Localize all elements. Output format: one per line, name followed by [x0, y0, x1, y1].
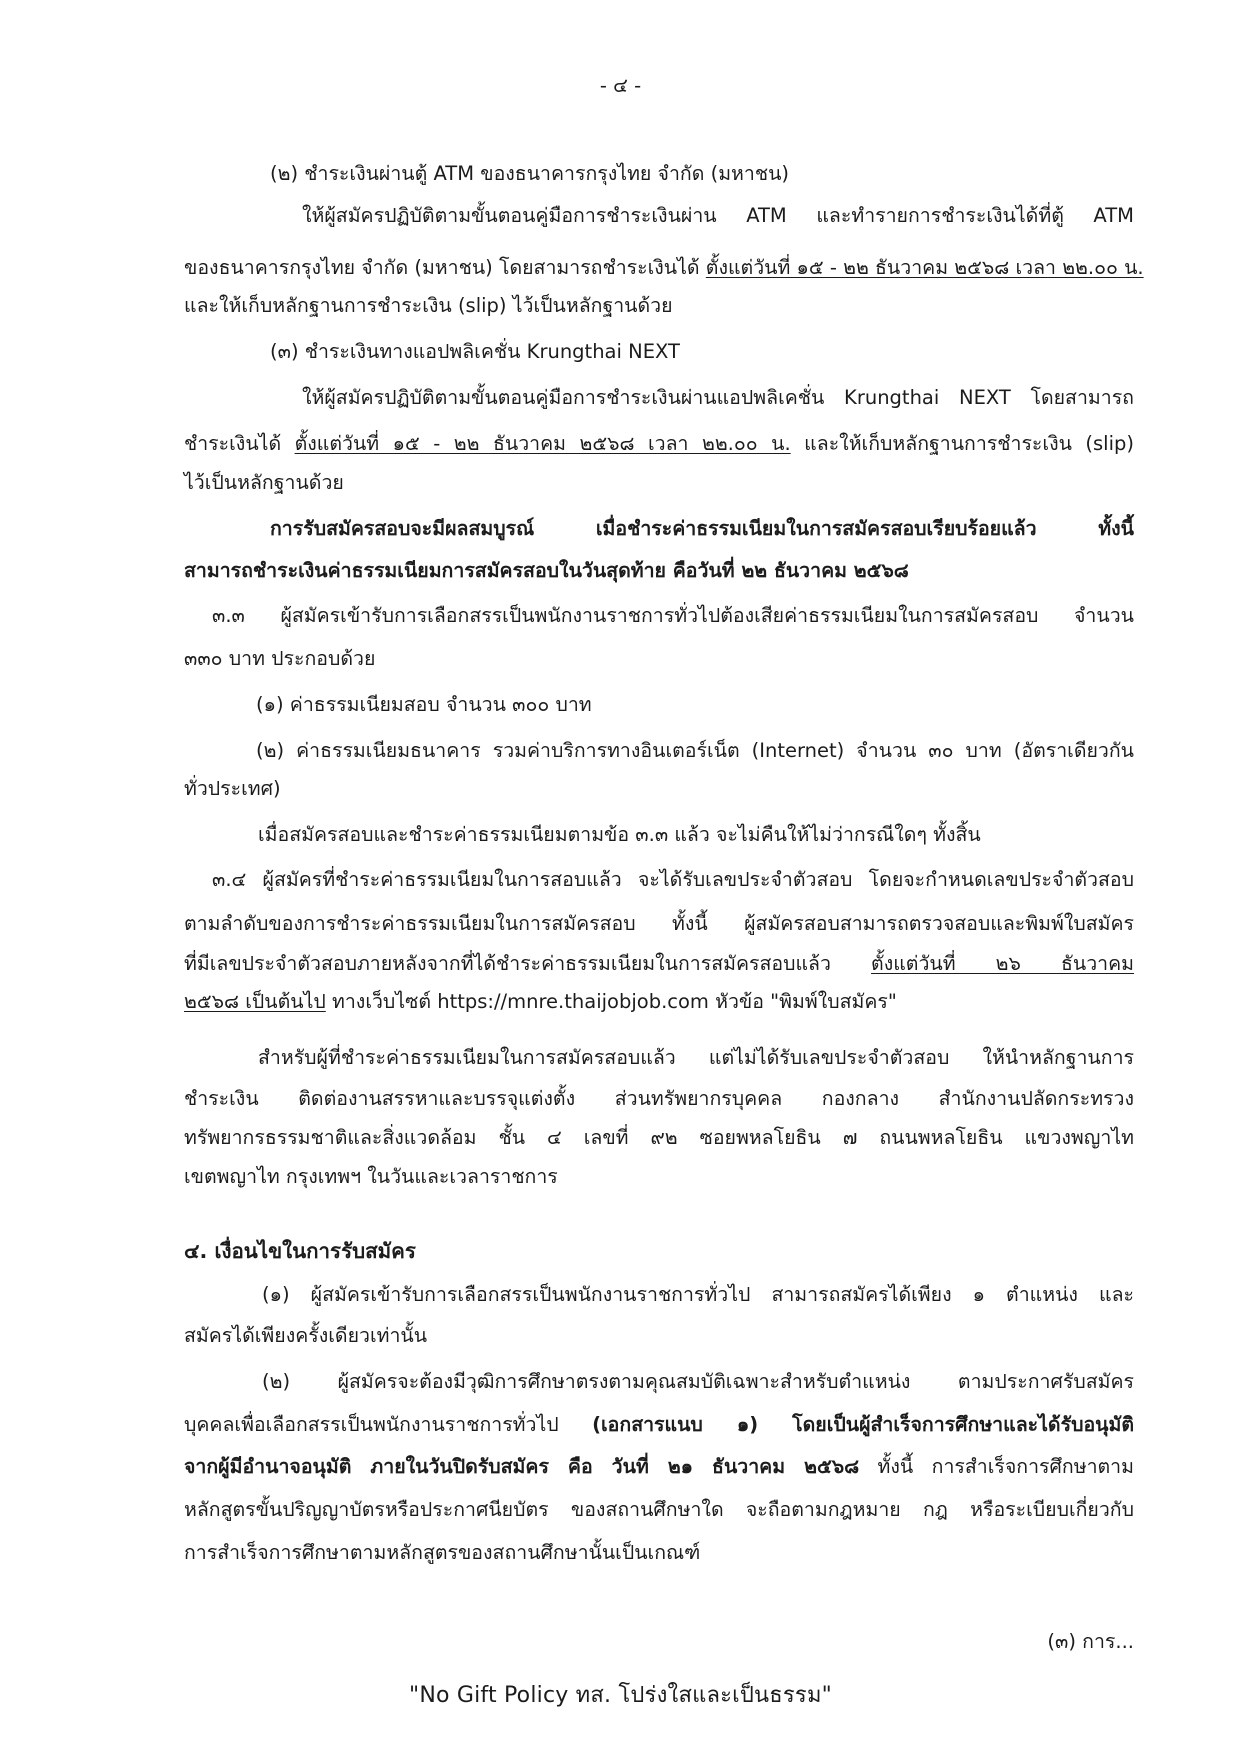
section34-print-date-cont: ๒๕๖๘ เป็นต้นไป	[184, 990, 326, 1013]
item3-line1: ให้ผู้สมัครปฏิบัติตามขั้นตอนคู่มือการชำระเงินผ่านแอปพลิเคชั่น Krungthai NEXT โดยสามารถ	[302, 386, 1134, 409]
section34-line3	[184, 948, 1134, 980]
condition2-line2-text: บุคคลเพื่อเลือกสรรเป็นพนักงานราชการทั่วไป	[184, 1413, 593, 1436]
condition1-line1: (๑) ผู้สมัครเข้ารับการเลือกสรรเป็นพนักงานราชการทั่วไป สามารถสมัครได้เพียง ๑ ตำแหน่ง และ	[262, 1283, 1134, 1306]
condition2-line3-text: ทั้งนี้ การสำเร็จการศึกษาตาม	[859, 1455, 1134, 1478]
continuation-marker: (๓) การ...	[1047, 1630, 1134, 1653]
item2-heading: (๒) ชำระเงินผ่านตู้ ATM ของธนาคารกรุงไทย จำกัด (มหาชน)	[270, 162, 790, 185]
condition2-line4: หลักสูตรขั้นปริญญาบัตรหรือประกาศนียบัตร ของสถานศึกษาใด จะถือตามกฎหมาย กฎ หรือระเบียบเกี่ยวกับ	[184, 1498, 1134, 1521]
condition2-line2	[184, 1409, 1134, 1441]
item3-line3: ไว้เป็นหลักฐานด้วย	[184, 471, 344, 494]
section4-heading: ๔. เงื่อนไขในการรับสมัคร	[184, 1239, 416, 1263]
footer-slogan: "No Gift Policy ทส. โปร่งใสและเป็นธรรม"	[409, 1683, 832, 1708]
no-refund-note: เมื่อสมัครสอบและชำระค่าธรรมเนียมตามข้อ ๓.๓ แล้ว จะไม่คืนให้ไม่ว่ากรณีใดๆ ทั้งสิ้น	[258, 823, 981, 846]
condition2-line3	[184, 1451, 1134, 1483]
section34-print-date: ตั้งแต่วันที่ ๒๖ ธันวาคม	[871, 952, 1135, 975]
complete-line2: สามารถชำระเงินค่าธรรมเนียมการสมัครสอบในวันสุดท้าย คือวันที่ ๒๒ ธันวาคม ๒๕๖๘	[184, 559, 909, 582]
section33-line1: ๓.๓ ผู้สมัครเข้ารับการเลือกสรรเป็นพนักงานราชการทั่วไปต้องเสียค่าธรรมเนียมในการสมัครสอบ จำนวน	[212, 604, 1134, 627]
page-number: - ๔ -	[599, 74, 642, 97]
item2-line3: และให้เก็บหลักฐานการชำระเงิน (slip) ไว้เป็นหลักฐานด้วย	[184, 294, 673, 317]
section34-line1: ๓.๔ ผู้สมัครที่ชำระค่าธรรมเนียมในการสอบแล้ว จะได้รับเลขประจำตัวสอบ โดยจะกำหนดเลขประจำตัวสอบ	[212, 868, 1134, 891]
condition2-deadline: จากผู้มีอำนาจอนุมัติ ภายในวันปิดรับสมัคร คือ วันที่ ๒๑ ธันวาคม ๒๕๖๘	[184, 1455, 860, 1478]
condition1-line2: สมัครได้เพียงครั้งเดียวเท่านั้น	[184, 1324, 428, 1347]
item3-line2	[184, 428, 1134, 460]
item3-heading: (๓) ชำระเงินทางแอปพลิเคชั่น Krungthai NEXT	[270, 340, 680, 363]
item3-line2-text: ชำระเงินได้	[184, 432, 295, 455]
fee-item1: (๑) ค่าธรรมเนียมสอบ จำนวน ๓๐๐ บาท	[256, 693, 592, 716]
contact-line2: ชำระเงิน ติดต่องานสรรหาและบรรจุแต่งตั้ง ส่วนทรัพยากรบุคคล กองกลาง สำนักงานปลัดกระทรวง	[184, 1087, 1134, 1110]
condition2-line5: การสำเร็จการศึกษาตามหลักสูตรของสถานศึกษานั้นเป็นเกณฑ์	[184, 1541, 701, 1564]
contact-line4: เขตพญาไท กรุงเทพฯ ในวันและเวลาราชการ	[184, 1165, 558, 1188]
contact-line3: ทรัพยากรธรรมชาติและสิ่งแวดล้อม ชั้น ๔ เลขที่ ๙๒ ซอยพหลโยธิน ๗ ถนนพหลโยธิน แขวงพญาไท	[184, 1126, 1134, 1149]
complete-line1: การรับสมัครสอบจะมีผลสมบูรณ์ เมื่อชำระค่าธรรมเนียมในการสมัครสอบเรียบร้อยแล้ว ทั้งนี้	[270, 517, 1134, 540]
contact-line1: สำหรับผู้ที่ชำระค่าธรรมเนียมในการสมัครสอบแล้ว แต่ไม่ได้รับเลขประจำตัวสอบ ให้นำหลักฐานการ	[258, 1046, 1134, 1069]
section34-line4	[184, 986, 897, 1018]
item2-payment-period: ตั้งแต่วันที่ ๑๕ - ๒๒ ธันวาคม ๒๕๖๘ เวลา ๒๒.๐๐ น.	[705, 256, 1144, 279]
item2-line2	[184, 252, 1144, 284]
fee-item2-line1: (๒) ค่าธรรมเนียมธนาคาร รวมค่าบริการทางอินเตอร์เน็ต (Internet) จำนวน ๓๐ บาท (อัตราเดียวกัน	[256, 739, 1134, 762]
item3-line2-tail: และให้เก็บหลักฐานการชำระเงิน (slip)	[790, 432, 1134, 455]
item3-payment-period: ตั้งแต่วันที่ ๑๕ - ๒๒ ธันวาคม ๒๕๖๘ เวลา ๒๒.๐๐ น.	[294, 432, 791, 455]
section34-line3-text: ที่มีเลขประจำตัวสอบภายหลังจากที่ได้ชำระค่าธรรมเนียมในการสมัครสอบแล้ว	[184, 952, 872, 975]
item2-line1: ให้ผู้สมัครปฏิบัติตามขั้นตอนคู่มือการชำระเงินผ่าน ATM และทำรายการชำระเงินได้ที่ตู้ ATM	[302, 204, 1134, 227]
section33-line2: ๓๓๐ บาท ประกอบด้วย	[184, 647, 376, 670]
item2-line2-text: ของธนาคารกรุงไทย จำกัด (มหาชน) โดยสามารถชำระเงินได้	[184, 256, 706, 279]
condition2-line1: (๒) ผู้สมัครจะต้องมีวุฒิการศึกษาตรงตามคุณสมบัติเฉพาะสำหรับตำแหน่ง ตามประกาศรับสมัคร	[262, 1370, 1134, 1393]
section34-website: ทางเว็บไซต์ https://mnre.thaijobjob.com หัวข้อ "พิมพ์ใบสมัคร"	[325, 990, 897, 1013]
fee-item2-line2: ทั่วประเทศ)	[184, 777, 281, 800]
section34-line2: ตามลำดับของการชำระค่าธรรมเนียมในการสมัครสอบ ทั้งนี้ ผู้สมัครสอบสามารถตรวจสอบและพิมพ์ใบสมัคร	[184, 912, 1134, 935]
condition2-line2-bold: (เอกสารแนบ ๑) โดยเป็นผู้สำเร็จการศึกษาและได้รับอนุมัติ	[592, 1413, 1135, 1436]
